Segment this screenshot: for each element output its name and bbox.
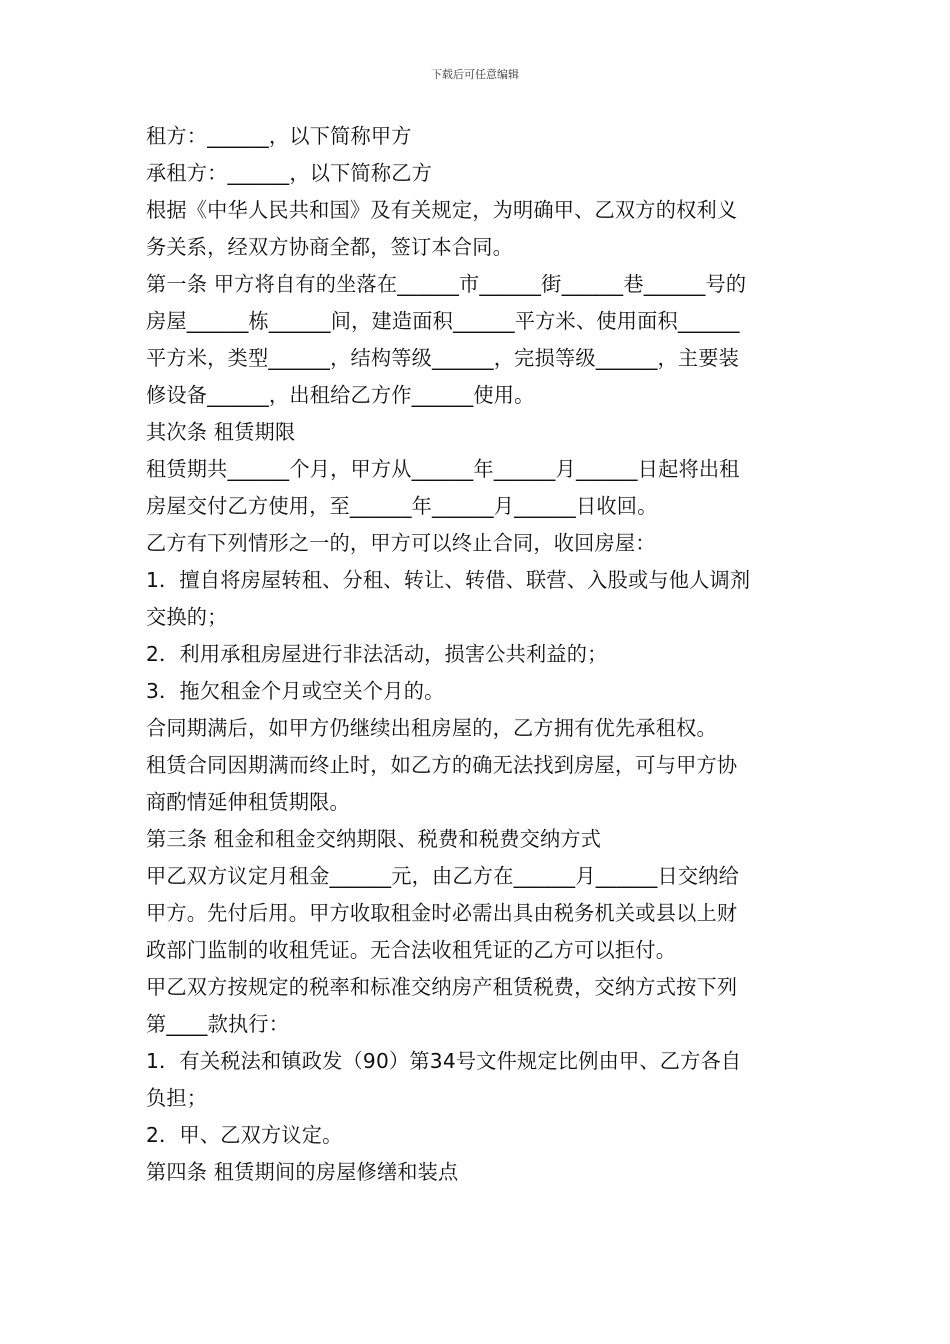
- text-line: 租方：______，以下简称甲方: [146, 124, 412, 148]
- list-item: 1．擅自将房屋转租、分租、转让、转借、联营、入股或与他人调剂: [146, 568, 751, 592]
- text-line: 租赁期共______个月，甲方从______年______月______日起将出租: [146, 457, 740, 481]
- text-line: 甲乙双方议定月租金______元，由乙方在______月______日交纳给: [146, 864, 740, 888]
- text-line: 房屋交付乙方使用，至______年______月______日收回。: [146, 494, 658, 518]
- list-item: 1．有关税法和镇政发（90）第34号文件规定比例由甲、乙方各自: [146, 1049, 742, 1073]
- text-line: 第____款执行：: [146, 1012, 290, 1036]
- text-line: 商酌情延伸租赁期限。: [146, 790, 350, 814]
- text-line: 负担；: [146, 1086, 208, 1110]
- text-line: 房屋______栋______间，建造面积______平方米、使用面积______: [146, 309, 740, 333]
- text-line: 平方米，类型______，结构等级______，完损等级______，主要装: [146, 346, 740, 370]
- page-header: 下载后可任意编辑: [431, 68, 519, 81]
- list-item: 2．甲、乙双方议定。: [146, 1123, 343, 1147]
- text-line: 第一条 甲方将自有的坐落在______市______街______巷______号的: [146, 272, 747, 296]
- section-heading: 第三条 租金和租金交纳期限、税费和税费交纳方式: [146, 827, 602, 851]
- text-line: 乙方有下列情形之一的，甲方可以终止合同，收回房屋：: [146, 531, 656, 555]
- text-line: 甲方。先付后用。甲方收取租金时必需出具由税务机关或县以上财: [146, 901, 738, 925]
- text-line: 甲乙双方按规定的税率和标准交纳房产租赁税费，交纳方式按下列: [146, 975, 738, 999]
- list-item: 2．利用承租房屋进行非法活动，损害公共利益的；: [146, 642, 608, 666]
- contract-body: [146, 118, 808, 1191]
- text-line: 租赁合同因期满而终止时，如乙方的确无法找到房屋，可与甲方协: [146, 753, 738, 777]
- text-line: 务关系，经双方协商全都，签订本合同。: [146, 235, 513, 259]
- text-line: 合同期满后，如甲方仍继续出租房屋的，乙方拥有优先承租权。: [146, 716, 717, 740]
- text-line: 政部门监制的收租凭证。无合法收租凭证的乙方可以拒付。: [146, 938, 677, 962]
- section-heading: 其次条 租赁期限: [146, 420, 296, 444]
- text-line: 修设备______，出租给乙方作______使用。: [146, 383, 535, 407]
- section-heading: 第四条 租赁期间的房屋修缮和装点: [146, 1160, 459, 1184]
- text-line: 承租方：______，以下简称乙方: [146, 161, 433, 185]
- text-line: 交换的；: [146, 605, 228, 629]
- list-item: 3．拖欠租金个月或空关个月的。: [146, 679, 445, 703]
- text-line: 根据《中华人民共和国》及有关规定，为明确甲、乙双方的权利义: [146, 198, 738, 222]
